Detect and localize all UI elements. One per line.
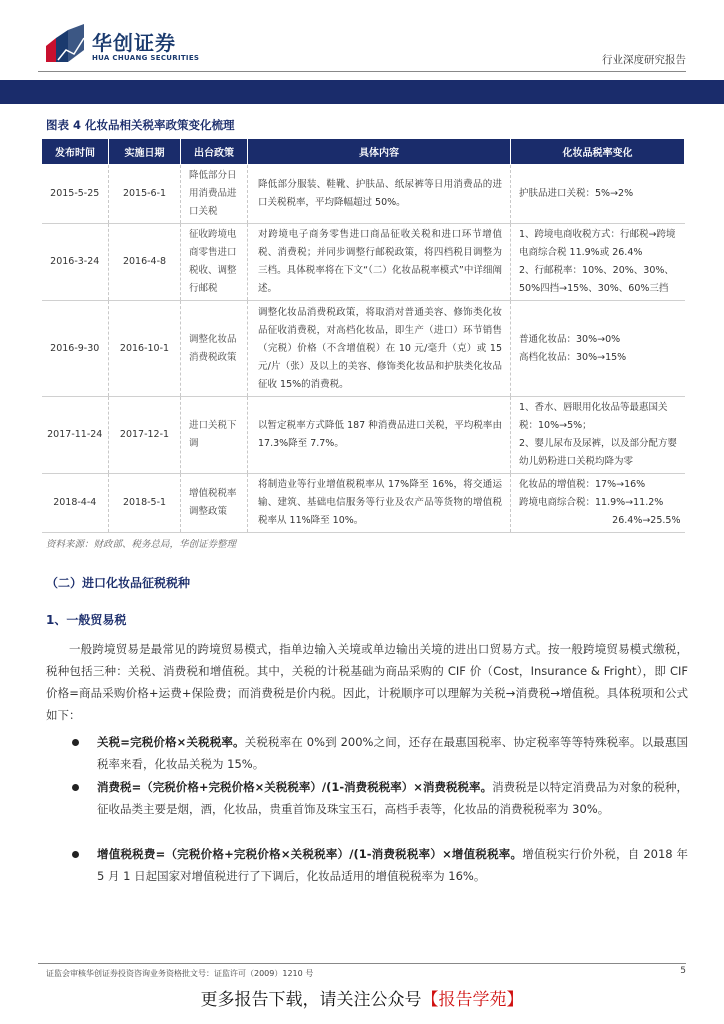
table-row (42, 397, 685, 474)
cell-publish: 2017-11-24 (42, 397, 109, 474)
change-line: 1、跨境电商收税方式：行邮税→跨境电商综合税 11.9%或 26.4% (519, 229, 676, 258)
section-title: （二）进口化妆品征税税种 (46, 576, 191, 590)
body-paragraph: 一般跨境贸易是最常见的跨境贸易模式，指单边输入关境或单边输出关境的进出口贸易方式。按一般跨境贸易模式缴税，税种包括三种：关税、消费税和增值税。其中，关税的计税基础为商品采购的 CIF 价（Cost，Insurance & Fright），即 CIF 价格=商品采购价格+运费+保险费；而消费税是价内税。因此，计税顺序可以理解为关税→消费税→增值税。具体税项和公式如下： (46, 642, 688, 722)
bullet-text: 增值税实行价外税，自 2018 年 5 月 1 日起国家对增值税进行了下调后，化妆品适用的增值税税率为 16%。 (97, 847, 689, 883)
policy-table (41, 138, 685, 533)
page-number: 5 (680, 966, 686, 976)
change-line: 跨境电商综合税：11.9%→11.2% (519, 497, 664, 508)
brand-name-en: HUA CHUANG SECURITIES (92, 54, 200, 62)
cell-publish: 2016-3-24 (42, 224, 109, 301)
bullet-formula: 消费税=（完税价格+完税价格×关税税率）/(1-消费税税率）×消费税税率。 (97, 780, 493, 794)
change-line: 26.4%→25.5% (612, 515, 681, 526)
change-line: 高档化妆品：30%→15% (519, 351, 627, 363)
bullet-text: 关税税率在 0%到 200%之间，还存在最惠国税率、协定税率等等特殊税率。以最惠国税率来看，化妆品关税为 15%。 (97, 735, 688, 771)
bullet-item (46, 776, 688, 820)
bullet-text: 消费税是以特定消费品为对象的税种，征收品类主要是烟，酒，化妆品，贵重首饰及珠宝玉石，高档手表等，化妆品的消费税税率为 30%。 (97, 780, 688, 816)
table-row (42, 165, 685, 224)
change-line: 普通化妆品：30%→0% (519, 333, 621, 345)
footer-license: 证监会审核华创证券投资咨询业务资格批文号：证监许可（2009）1210 号 (46, 969, 314, 978)
cell-publish: 2016-9-30 (42, 301, 109, 397)
cell-policy: 增值税税率调整政策 (181, 474, 248, 533)
sub-title: 1、一般贸易税 (46, 613, 127, 627)
change-line: 1、香水、唇眼用化妆品等最惠国关税：10%→5%； (519, 402, 668, 431)
table-row (42, 301, 685, 397)
brand-name-cn: 华创证券 (92, 31, 176, 55)
bullet-formula: 增值税税费=（完税价格+完税价格×关税税率）/(1-消费税税率）×增值税税率。 (97, 847, 523, 861)
cell-change (511, 474, 685, 533)
figure-title: 图表 4 化妆品相关税率政策变化梳理 (46, 118, 235, 132)
header-band (0, 80, 724, 104)
bullet-dot-icon (72, 784, 79, 791)
change-line: 2、行邮税率：10%、20%、30%、50%四挡→15%、30%、60%三挡 (519, 265, 674, 294)
promo-text: 更多报告下载，请关注公众号 (200, 990, 422, 1010)
cell-change (511, 301, 685, 397)
cell-publish: 2015-5-25 (42, 165, 109, 224)
header-divider (38, 71, 686, 72)
bullet-dot-icon (72, 851, 79, 858)
promo-account-link[interactable]: 【报告学苑】 (421, 990, 524, 1010)
table-row (42, 474, 685, 533)
footer-divider (38, 963, 686, 964)
bullet-item (46, 731, 688, 775)
table-header-row (42, 139, 685, 165)
cell-change (511, 224, 685, 301)
cell-policy: 降低部分日用消费品进口关税 (181, 165, 248, 224)
report-type: 行业深度研究报告 (602, 54, 686, 66)
col-header-content: 具体内容 (248, 139, 511, 165)
change-line: 化妆品的增值税：17%→16% (519, 479, 646, 490)
bullet-item (46, 843, 688, 887)
cell-effective: 2016-4-8 (109, 224, 181, 301)
change-line: 护肤品进口关税：5%→2% (519, 188, 634, 199)
cell-policy: 进口关税下调 (181, 397, 248, 474)
huachuang-logo-icon (44, 24, 88, 64)
change-line: 2、婴儿尿布及尿裤，以及部分配方婴幼儿奶粉进口关税均降为零 (519, 438, 678, 467)
cell-change (511, 165, 685, 224)
cell-content: 降低部分服装、鞋靴、护肤品、纸尿裤等日用消费品的进口关税税率，平均降幅超过 50%。 (248, 165, 511, 224)
bullet-dot-icon (72, 739, 79, 746)
page-header (0, 0, 724, 104)
cell-effective: 2016-10-1 (109, 301, 181, 397)
cell-content: 将制造业等行业增值税税率从 17%降至 16%，将交通运输、建筑、基础电信服务等行业及农产品等货物的增值税税率从 11%降至 10%。 (248, 474, 511, 533)
cell-policy: 调整化妆品消费税政策 (181, 301, 248, 397)
col-header-change: 化妆品税率变化 (511, 139, 685, 165)
cell-content: 对跨境电子商务零售进口商品征收关税和进口环节增值税、消费税；并同步调整行邮税政策，将四档税目调整为三档。具体税率将在下文“（二）化妆品税率模式”中详细阐述。 (248, 224, 511, 301)
figure-source: 资料来源：财政部、税务总局，华创证券整理 (46, 539, 237, 550)
cell-change (511, 397, 685, 474)
promo-banner (0, 985, 724, 1010)
cell-effective: 2018-5-1 (109, 474, 181, 533)
cell-publish: 2018-4-4 (42, 474, 109, 533)
cell-effective: 2015-6-1 (109, 165, 181, 224)
cell-content: 调整化妆品消费税政策，将取消对普通美容、修饰类化妆品征收消费税，对高档化妆品，即生产（进口）环节销售（完税）价格（不含增值税）在 10 元/毫升（克）或 15 元/片（张）及以上的美容、修饰类化妆品和护肤类化妆品征收 15%的消费税。 (248, 301, 511, 397)
cell-content: 以暂定税率方式降低 187 种消费品进口关税，平均税率由 17.3%降至 7.7%。 (248, 397, 511, 474)
table-row (42, 224, 685, 301)
col-header-policy: 出台政策 (181, 139, 248, 165)
bullet-formula: 关税=完税价格×关税税率。 (97, 735, 245, 749)
cell-effective: 2017-12-1 (109, 397, 181, 474)
cell-policy: 征收跨境电商零售进口税收、调整行邮税 (181, 224, 248, 301)
col-header-effective: 实施日期 (109, 139, 181, 165)
col-header-publish: 发布时间 (42, 139, 109, 165)
